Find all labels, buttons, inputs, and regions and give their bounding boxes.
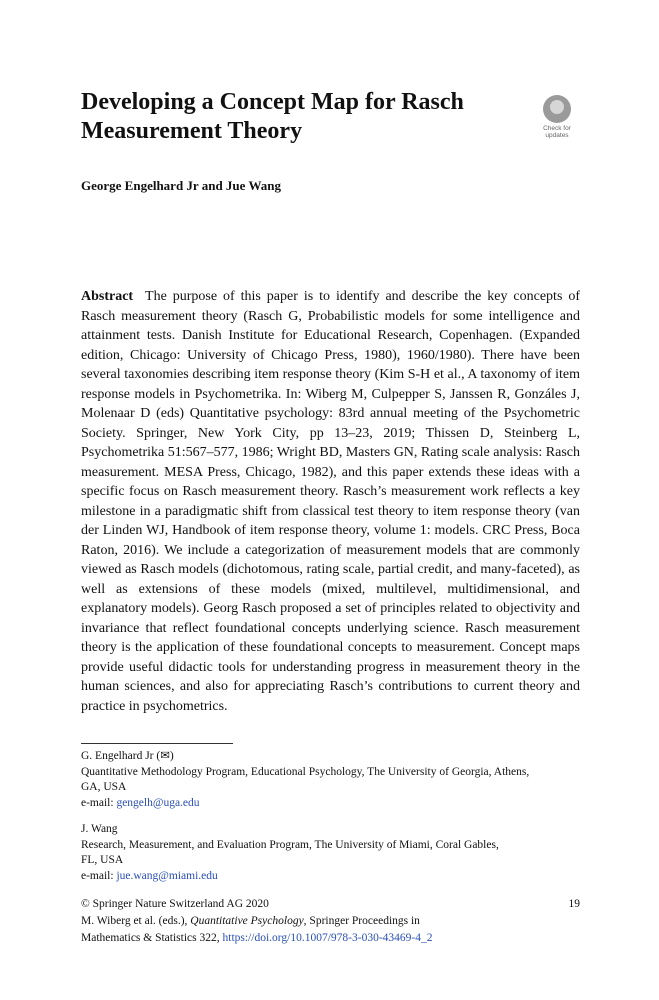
mail-icon: ✉	[160, 750, 170, 762]
affiliation-org-cont: GA, USA	[81, 781, 127, 793]
page-number: 19	[568, 898, 580, 910]
author-name: G. Engelhard Jr (	[81, 750, 161, 762]
copyright-line: © Springer Nature Switzerland AG 2020	[81, 898, 269, 910]
affiliation-org-cont: FL, USA	[81, 854, 124, 866]
affiliation-org: Research, Measurement, and Evaluation Program, The University of Miami, Coral Gables,	[81, 838, 499, 851]
affiliation-1: G. Engelhard Jr (✉) Quantitative Methodology Program, Educational Psychology, The University of Georgia, Athens, GA, USA e-mail: gengelh@uga.edu	[81, 749, 580, 811]
author-list: George Engelhard Jr and Jue Wang	[81, 178, 281, 193]
abstract-text: The purpose of this paper is to identify and describe the key concepts of Rasch measurement theory (Rasch G, Probabilistic models for some intelligence and attainment tests. Danish Institute for Educational Research, Copenhagen. (Expanded edition, Chicago: University of Chicago Press, 1980), 1960/1980). There have been several taxonomies describing item response theory (Kim S-H et al., A taxonomy of item response models in Psychometrika. In: Wiberg M, Culpepper S, Janssen R, Gonzáles J, Molenaar D (eds) Quantitative psychology: 83rd annual meeting of the Psychometric Society. Springer, New York City, pp 13–23, 2019; Thissen D, Steinberg L, Psychometrika 51:567–577, 1986; Wright BD, Masters GN, Rating scale analysis: Rasch measurement. MESA Press, Chicago, 1982), and this paper extends these ideas with a specific focus on Rasch measurement theory. Rasch’s measurement work reflects a key milestone in a paradigmatic shift from classical test theory to item response theory (van der Linden WJ, Handbook of item response theory, volume 1: models. CRC Press, Boca Raton, 2016). We include a categorization of measurement models that are commonly viewed as Rasch models (dichotomous, rating scale, partial credit, and many-faceted), as well as extensions of these models (mixed, multilevel, multidimensional, and explanatory models). Georg Rasch proposed a set of principles related to objectivity and invariance that reflect foundational concepts underlying science. Rasch measurement theory is the application of these foundational concepts to measurement. Concept maps provide useful didactic tools for understanding progress in measurement theory in the human sciences, and also for appreciating Rasch’s contributions to current theory and practice in psychometrics.	[81, 289, 581, 714]
check-for-updates-badge[interactable]	[535, 95, 579, 145]
email-link[interactable]: gengelh@uga.edu	[116, 796, 200, 809]
author-name: J. Wang	[81, 823, 118, 835]
badge-text-line2: updates	[545, 132, 569, 139]
check-for-updates-icon	[543, 95, 571, 123]
email-link[interactable]: jue.wang@miami.edu	[116, 869, 218, 882]
publication-footer: © Springer Nature Switzerland AG 2020 19 M. Wiberg et al. (eds.), Quantitative Psychology, Springer Proceedings in Mathematics & Statistics 322, https://doi.org/10.1007/978-3-030-43469-4_2	[81, 898, 580, 944]
book-title: Quantitative Psychology	[190, 915, 304, 927]
footnote-divider	[81, 743, 233, 744]
affiliation-org: Quantitative Methodology Program, Educational Psychology, The University of Georgia, Athens,	[81, 765, 530, 778]
affiliation-2: J. Wang Research, Measurement, and Evaluation Program, The University of Miami, Coral Gables, FL, USA e-mail: jue.wang@miami.edu	[81, 822, 580, 884]
abstract-heading: Abstract	[81, 289, 134, 304]
abstract	[81, 287, 580, 716]
paper-title: Developing a Concept Map for Rasch Measurement Theory	[81, 89, 464, 144]
doi-link[interactable]: https://doi.org/10.1007/978-3-030-43469-4_2	[222, 932, 433, 944]
badge-text-line1: Check for	[543, 125, 571, 132]
